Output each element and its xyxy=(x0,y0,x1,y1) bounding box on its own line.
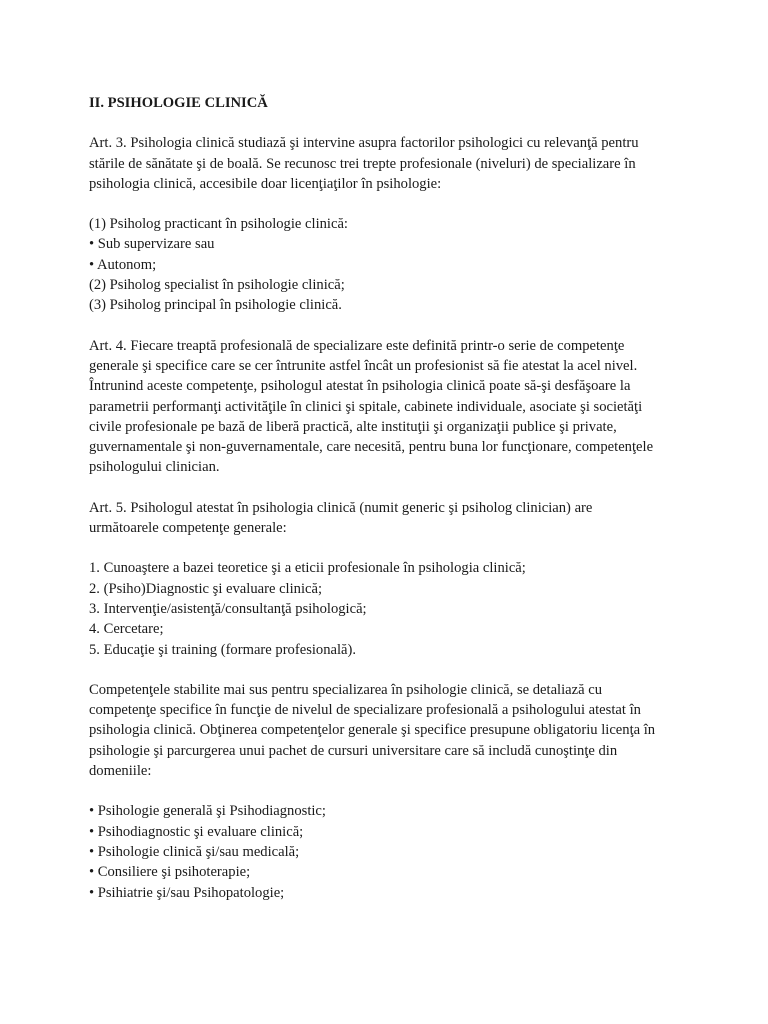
list-item: 3. Intervenţie/asistenţă/consultanţă psihologică; xyxy=(89,600,367,617)
article-4-line: Art. 4. Fiecare treaptă profesională de specializare este definită printr-o serie de competenţe xyxy=(89,337,625,354)
list-item: (2) Psiholog specialist în psihologie clinică; xyxy=(89,277,345,294)
article-4-line: parametrii performanţi activităţile în clinici şi spitale, cabinete individuale, asociate şi societăţi xyxy=(89,398,643,415)
list-item: • Consiliere şi psihoterapie; xyxy=(89,864,251,881)
list-item: 4. Cercetare; xyxy=(89,621,164,638)
list-item: • Sub supervizare sau xyxy=(89,236,215,253)
article-5-line: Art. 5. Psihologul atestat în psihologia clinică (numit generic şi psiholog clinician) are xyxy=(89,499,593,516)
section-heading: II. PSIHOLOGIE CLINICĂ xyxy=(89,95,268,111)
paragraph-line: psihologia clinică. Obţinerea competenţelor generale şi specifice presupune obligatoriu licenţa în xyxy=(89,722,656,739)
list-item: 1. Cunoaştere a bazei teoretice şi a eticii profesionale în psihologia clinică; xyxy=(89,560,526,577)
list-item: (1) Psiholog practicant în psihologie clinică: xyxy=(89,216,348,233)
paragraph-line: domeniile: xyxy=(89,763,152,780)
document-page xyxy=(89,93,689,903)
competencies-paragraph xyxy=(89,680,689,781)
list-item: • Autonom; xyxy=(89,256,157,273)
article-5-line: următoarele competenţe generale: xyxy=(89,520,287,537)
article-4-line: Întrunind aceste competenţe, psihologul atestat în psihologia clinică poate să-şi desfăşoare la xyxy=(89,378,631,395)
domains-list xyxy=(89,801,689,902)
levels-list xyxy=(89,214,689,315)
list-item: (3) Psiholog principal în psihologie clinică. xyxy=(89,297,342,314)
list-item: 5. Educaţie şi training (formare profesională). xyxy=(89,641,357,658)
paragraph-line: Competenţele stabilite mai sus pentru specializarea în psihologie clinică, se detaliază cu xyxy=(89,681,603,698)
list-item: • Psihodiagnostic şi evaluare clinică; xyxy=(89,823,304,840)
competencies-list xyxy=(89,558,689,659)
article-4-line: generale şi specifice care se cer întrunite astfel încât un profesionist să fie atestat la acel nivel. xyxy=(89,357,638,374)
article-3-line: Art. 3. Psihologia clinică studiază şi intervine asupra factorilor psihologici cu relevanţă pentru xyxy=(89,135,639,152)
article-4-line: civile profesionale pe bază de liberă practică, alte instituţii şi organizaţii publice şi private, xyxy=(89,418,617,435)
list-item: 2. (Psiho)Diagnostic şi evaluare clinică; xyxy=(89,580,323,597)
list-item: • Psihiatrie şi/sau Psihopatologie; xyxy=(89,884,285,901)
list-item: • Psihologie clinică şi/sau medicală; xyxy=(89,843,300,860)
article-4 xyxy=(89,336,689,478)
article-5 xyxy=(89,498,689,539)
article-4-line: guvernamentale şi non-guvernamentale, care necesită, pentru buna lor funcţionare, competenţele xyxy=(89,439,654,456)
list-item: • Psihologie generală şi Psihodiagnostic; xyxy=(89,803,326,820)
article-3-line: psihologia clinică, accesibile doar licenţiaţilor în psihologie: xyxy=(89,175,442,192)
paragraph-line: psihologie şi parcurgerea unui pachet de cursuri universitare care să includă cunoştinţe din xyxy=(89,742,618,759)
article-3 xyxy=(89,133,689,194)
article-3-line: stările de sănătate şi de boală. Se recunosc trei trepte profesionale (niveluri) de specializare în xyxy=(89,155,636,172)
article-4-line: psihologului clinician. xyxy=(89,459,220,476)
paragraph-line: competenţe specifice în funcţie de nivelul de specializare profesională a psihologului atestat în xyxy=(89,702,641,719)
